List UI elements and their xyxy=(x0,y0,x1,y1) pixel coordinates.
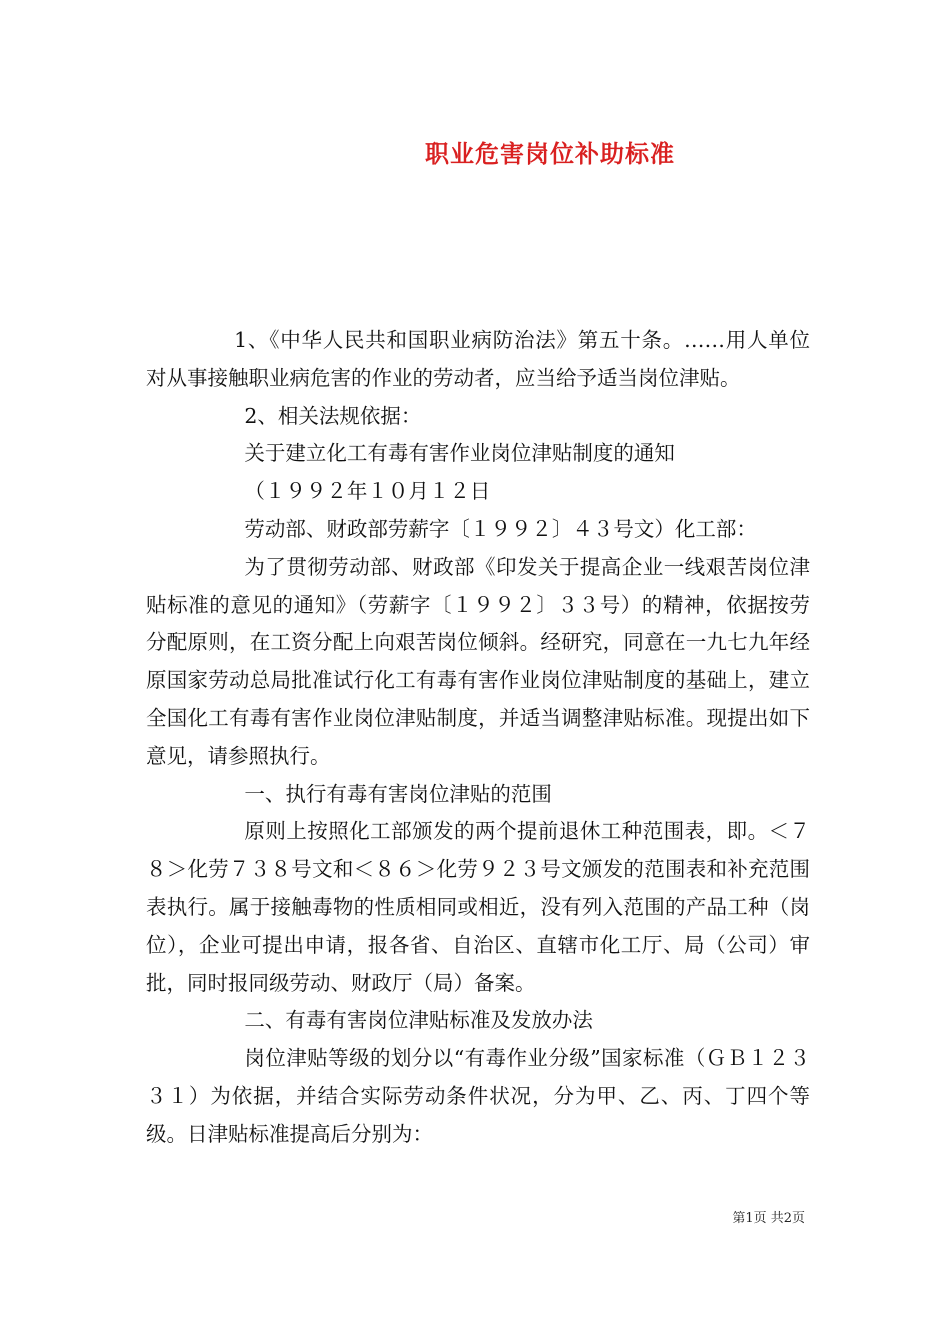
page-number: 第1页 共2页 xyxy=(732,1211,805,1226)
paragraph-scope: 原则上按照化工部颁发的两个提前退休工种范围表，即。＜７８＞化劳７３８号文和＜８６＞化劳９２３号文颁发的范围表和补充范围表执行。属于接触毒物的性质相同或相近，没有列入范围的产品工种（岗位），企业可提出申请，报各省、自治区、直辖市化工厅、局（公司）审批，同时报同级劳动、财政厅（局）备案。 xyxy=(146,819,810,995)
paragraph-regulation-basis: 2、相关法规依据： xyxy=(244,403,422,428)
paragraph-notice-intro: 为了贯彻劳动部、财政部《印发关于提高企业一线艰苦岗位津贴标准的意见的通知》（劳薪字〔１９９２〕３３号）的精神，依据按劳分配原则，在工资分配上向艰苦岗位倾斜。经研究，同意在一九七九年经原国家劳动总局批准试行化工有毒有害作业岗位津贴制度的基础上，建立全国化工有毒有害作业岗位津贴制度，并适当调整津贴标准。现提出如下意见，请参照执行。 xyxy=(146,554,810,768)
paragraph-notice-title: 关于建立化工有毒有害作业岗位津贴制度的通知 xyxy=(244,441,675,466)
section-heading-standards: 二、有毒有害岗位津贴标准及发放办法 xyxy=(244,1008,593,1033)
paragraph-notice-date: （１９９２年１０月１２日 xyxy=(244,479,491,504)
section-heading-scope: 一、执行有毒有害岗位津贴的范围 xyxy=(244,781,552,806)
paragraph-notice-issuer: 劳动部、财政部劳薪字〔１９９２〕４３号文）化工部： xyxy=(244,516,757,541)
paragraph-law-article: 1、《中华人民共和国职业病防治法》第五十条。……用人单位对从事接触职业病危害的作业的劳动者，应当给予适当岗位津贴。 xyxy=(146,328,810,390)
document-title: 职业危害岗位补助标准 xyxy=(425,139,675,168)
paragraph-standards: 岗位津贴等级的划分以“有毒作业分级”国家标准（ＧＢ１２３３１）为依据，并结合实际劳动条件状况，分为甲、乙、丙、丁四个等级。日津贴标准提高后分别为： xyxy=(146,1046,810,1146)
document-body xyxy=(146,322,810,1154)
